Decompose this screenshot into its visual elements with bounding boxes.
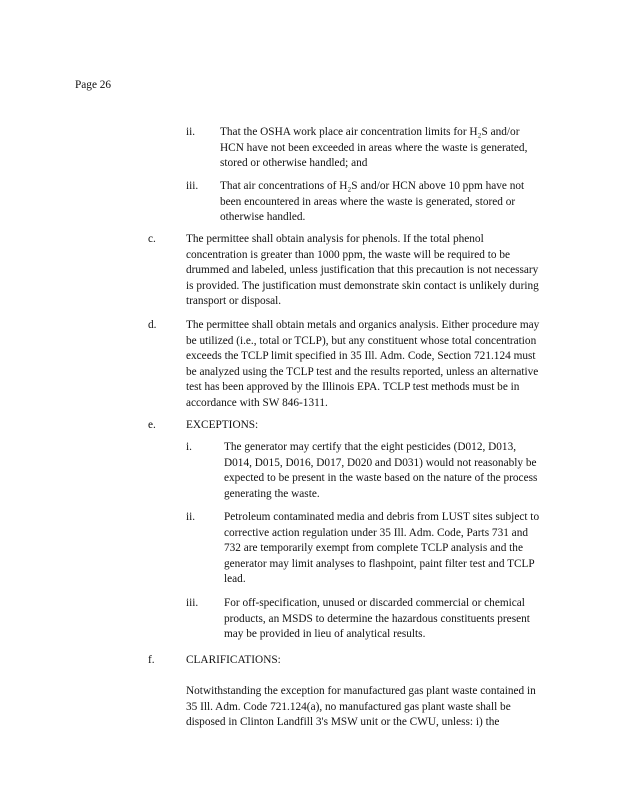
item-text: Petroleum contaminated media and debris from LUST sites subject to corrective action regulation under 35 Ill. Adm. Code, Parts 731 and 732 are temporarily exempt from complete TCLP analysis and the generator may limit analyses to flashpoint, paint filter test and TCLP lead. bbox=[224, 511, 540, 586]
clarification-paragraph: Notwithstanding the exception for manufactured gas plant waste contained in 35 Ill. Adm. Code 721.124(a), no manufactured gas plant waste shall be disposed in Clinton Landfill 3's MSW unit or the CWU, unless: i) the bbox=[186, 685, 536, 729]
item-text: The permittee shall obtain analysis for phenols. If the total phenol concentration is greater than 1000 ppm, the waste will be required to be drummed and labeled, unless justification that this precaution is not necessary is provided. The justification must demonstrate skin contact is unlikely during transport or disposal. bbox=[186, 233, 539, 308]
item-text: The permittee shall obtain metals and organics analysis. Either procedure may be utilized (i.e., total or TCLP), but any constituent whose total concentration exceeds the TCLP limit specified in 35 Ill. Adm. Code, Section 721.124 must be analyzed using the TCLP test and the results reported, unless an alternative test has been approved by the Illinois EPA. TCLP test methods must be in accordance with SW 846-1311. bbox=[186, 319, 540, 409]
item-marker: i. bbox=[186, 441, 192, 453]
item-marker: iii. bbox=[186, 597, 199, 609]
item-marker: iii. bbox=[186, 180, 199, 192]
item-text: That the OSHA work place air concentration limits for H₂S and/or HCN have not been exceeded in areas where the waste is generated, stored or otherwise handled; and bbox=[220, 126, 528, 170]
item-marker: ii. bbox=[186, 511, 196, 523]
item-text: That air concentrations of H₂S and/or HCN above 10 ppm have not been encountered in areas where the waste is generated, stored or otherwise handled. bbox=[220, 180, 525, 224]
item-marker: e. bbox=[148, 419, 156, 431]
item-marker: f. bbox=[148, 654, 155, 666]
item-marker: c. bbox=[148, 233, 156, 245]
item-text: EXCEPTIONS: bbox=[186, 419, 259, 431]
page-number: Page 26 bbox=[75, 79, 112, 91]
item-text: For off-specification, unused or discarded commercial or chemical products, an MSDS to determine the hazardous constituents present may be provided in lieu of analytical results. bbox=[224, 597, 530, 641]
item-marker: ii. bbox=[186, 126, 196, 138]
item-text: The generator may certify that the eight pesticides (D012, D013, D014, D015, D016, D017, D020 and D031) would not reasonably be expected to be present in the waste based on the nature of the process generating the waste. bbox=[224, 441, 538, 500]
item-text: CLARIFICATIONS: bbox=[186, 654, 281, 666]
item-marker: d. bbox=[148, 319, 157, 331]
